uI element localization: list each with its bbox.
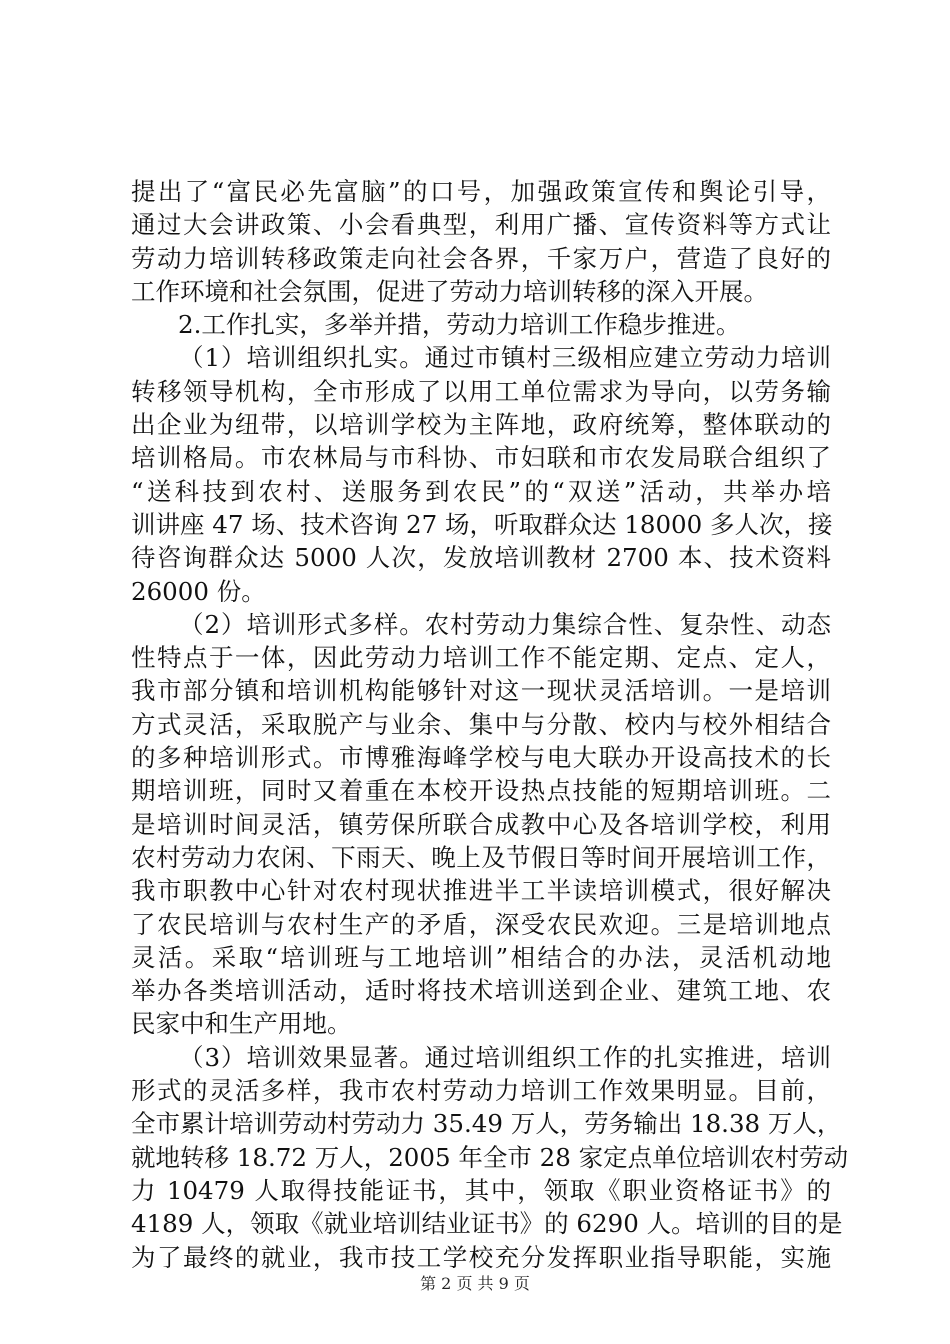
text-line: （2）培训形式多样。农村劳动力集综合性、复杂性、动态 <box>179 609 831 639</box>
text-line: 2.工作扎实，多举并措，劳动力培训工作稳步推进。 <box>178 310 741 340</box>
text-line: 提出了“富民必先富脑”的口号，加强政策宣传和舆论引导， <box>131 177 831 206</box>
text-line: “送科技到农村、送服务到农民”的“双送”活动，共举办培 <box>131 476 831 506</box>
text-line: 训讲座 47 场、技术咨询 27 场，听取群众达 18000 多人次，接 <box>131 509 833 539</box>
text-line: 的多种培训形式。市博雅海峰学校与电大联办开设高技术的长 <box>131 743 831 773</box>
text-line: 了农民培训与农村生产的矛盾，深受农民欢迎。三是培训地点 <box>131 909 831 939</box>
text-line: 出企业为纽带，以培训学校为主阵地，政府统筹，整体联动的 <box>131 410 831 440</box>
text-line: 性特点于一体，因此劳动力培训工作不能定期、定点、定人， <box>131 643 831 673</box>
text-line: 举办各类培训活动，适时将技术培训送到企业、建筑工地、农 <box>131 976 831 1006</box>
text-line: 农村劳动力农闲、下雨天、晚上及节假日等时间开展培训工作， <box>131 842 831 872</box>
text-line: 26000 份。 <box>131 576 266 606</box>
text-line: 我市职教中心针对农村现状推进半工半读培训模式，很好解决 <box>131 876 831 906</box>
text-line: 通过大会讲政策、小会看典型，利用广播、宣传资料等方式让 <box>131 210 831 240</box>
text-line: 为了最终的就业，我市技工学校充分发挥职业指导职能，实施 <box>131 1242 831 1272</box>
body-text <box>131 175 849 1274</box>
text-line: 形式的灵活多样，我市农村劳动力培训工作效果明显。目前， <box>131 1076 831 1106</box>
text-line: 灵活。采取“培训班与工地培训”相结合的办法，灵活机动地 <box>131 942 831 972</box>
text-line: 力 10479 人取得技能证书，其中，领取《职业资格证书》的 <box>131 1175 831 1205</box>
text-line: 就地转移 18.72 万人，2005 年全市 28 家定点单位培训农村劳动 <box>131 1142 849 1172</box>
text-line: 劳动力培训转移政策走向社会各界，千家万户，营造了良好的 <box>131 243 831 273</box>
text-line: 方式灵活，采取脱产与业余、集中与分散、校内与校外相结合 <box>131 709 831 739</box>
text-line: 培训格局。市农林局与市科协、市妇联和市农发局联合组织了 <box>131 443 831 473</box>
text-line: 转移领导机构，全市形成了以用工单位需求为导向，以劳务输 <box>131 376 831 406</box>
text-line: 民家中和生产用地。 <box>131 1009 352 1039</box>
text-line: 全市累计培训劳动村劳动力 35.49 万人，劳务输出 18.38 万人， <box>131 1109 842 1139</box>
text-line: 是培训时间灵活，镇劳保所联合成教中心及各培训学校，利用 <box>131 809 831 839</box>
text-line: （3）培训效果显著。通过培训组织工作的扎实推进，培训 <box>179 1042 831 1072</box>
text-line: 我市部分镇和培训机构能够针对这一现状灵活培训。一是培训 <box>131 676 831 706</box>
page-footer: 第 2 页 共 9 页 <box>420 1274 530 1293</box>
text-line: 4189 人，领取《就业培训结业证书》的 6290 人。培训的目的是 <box>131 1209 843 1239</box>
text-line: 期培训班，同时又着重在本校开设热点技能的短期培训班。二 <box>131 776 831 806</box>
text-line: 工作环境和社会氛围，促进了劳动力培训转移的深入开展。 <box>131 276 768 306</box>
text-line: （1）培训组织扎实。通过市镇村三级相应建立劳动力培训 <box>179 343 831 373</box>
text-line: 待咨询群众达 5000 人次，发放培训教材 2700 本、技术资料 <box>131 543 831 573</box>
